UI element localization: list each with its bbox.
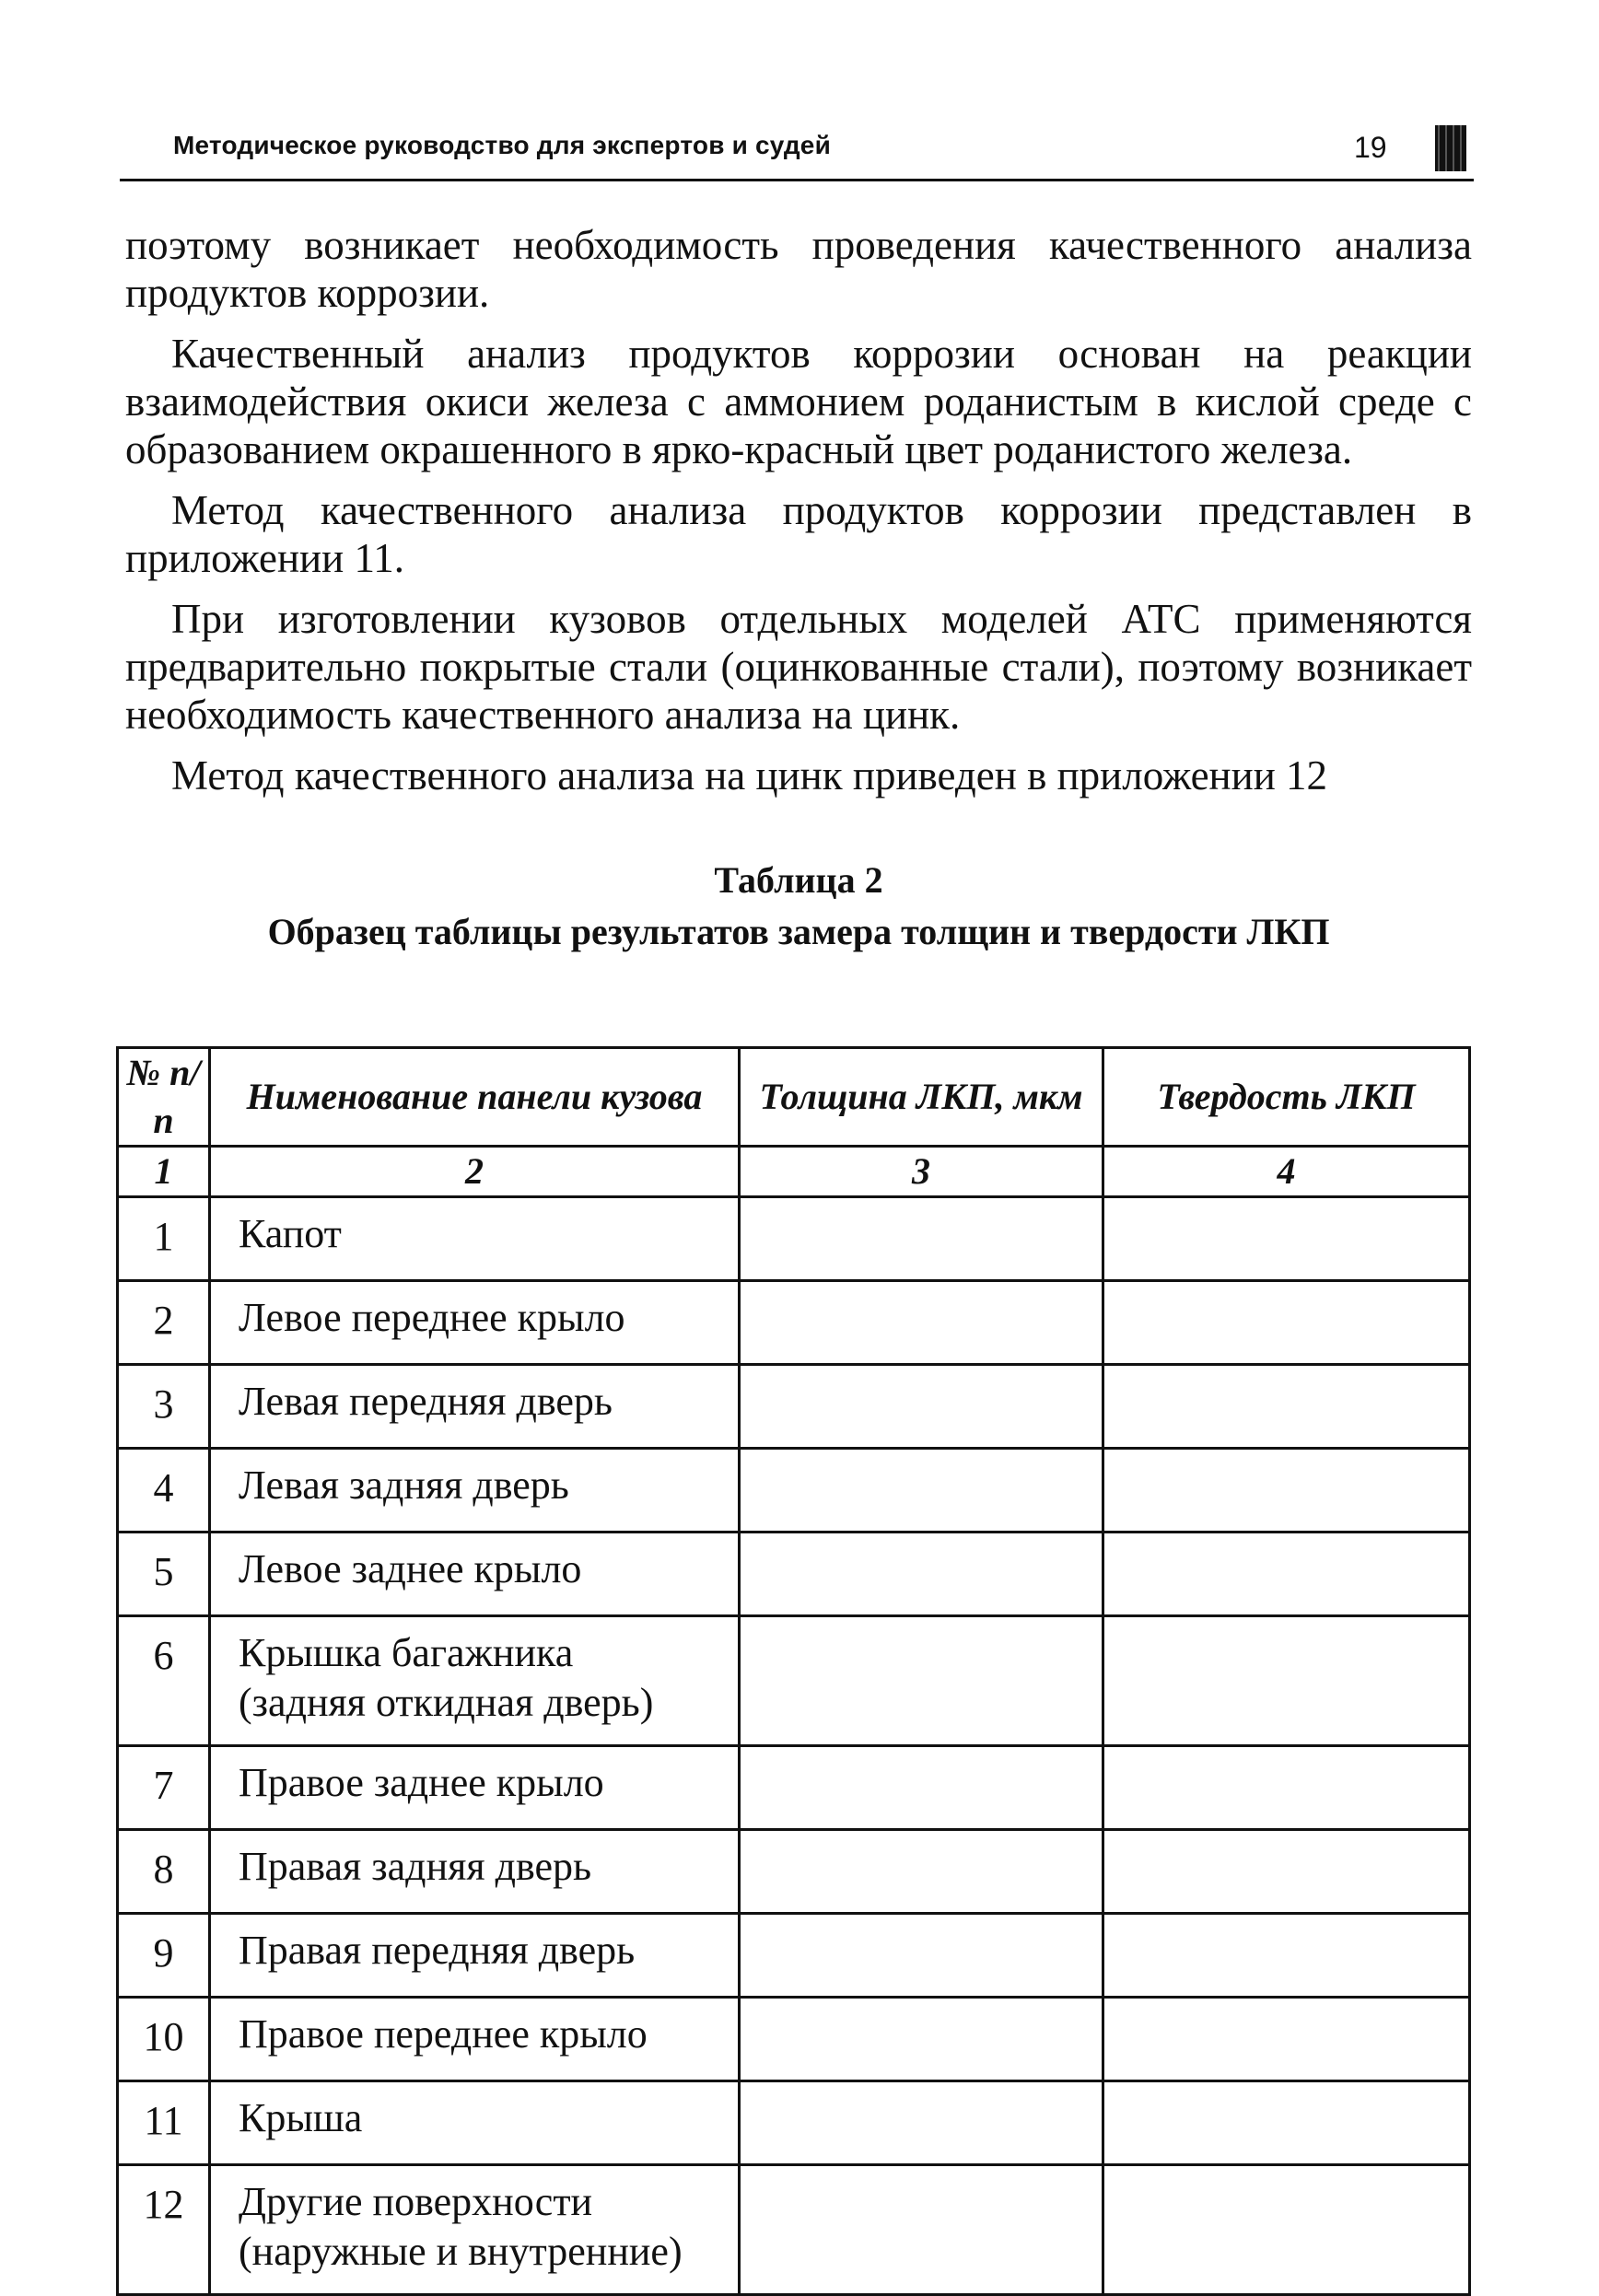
panel-name-line: Другие поверхности	[239, 2179, 593, 2224]
corner-mark-icon	[1435, 125, 1466, 171]
paragraph: При изготовлении кузовов отдельных моделей АТС применяются предварительно покрытые стали (оцинкованные стали), поэтому возникает необходимость качественного анализа на цинк.	[125, 596, 1472, 738]
row-number: 8	[118, 1830, 210, 1914]
hardness-cell	[1103, 1365, 1470, 1449]
panel-name-line: Крыша	[239, 2095, 363, 2140]
panel-name	[210, 1914, 740, 1998]
column-number: 4	[1103, 1147, 1470, 1197]
panel-name-line: Крышка багажника	[239, 1630, 574, 1675]
hardness-cell	[1103, 1914, 1470, 1998]
thickness-cell	[740, 1746, 1103, 1830]
table-row	[118, 1746, 1470, 1830]
panel-name	[210, 1616, 740, 1746]
thickness-cell	[740, 1281, 1103, 1365]
panel-name-line: Правая передняя дверь	[239, 1928, 636, 1973]
table-caption	[125, 855, 1472, 958]
thickness-cell	[740, 1998, 1103, 2081]
paragraph: поэтому возникает необходимость проведения качественного анализа продуктов коррозии.	[125, 222, 1472, 316]
panel-name-line-2: (наружные и внутренние)	[239, 2229, 683, 2274]
panel-name	[210, 1533, 740, 1616]
panel-name-line-2: (задняя откидная дверь)	[239, 1680, 654, 1725]
panel-name	[210, 1998, 740, 2081]
thickness-cell	[740, 1830, 1103, 1914]
paragraph: Качественный анализ продуктов коррозии основан на реакции взаимодействия окиси железа с аммонием роданистым в кислой среде с образованием окрашенного в ярко-красный цвет роданистого железа.	[125, 331, 1472, 472]
running-head	[120, 125, 1474, 181]
table-row	[118, 1616, 1470, 1746]
row-number: 3	[118, 1365, 210, 1449]
table-row	[118, 2081, 1470, 2165]
thickness-cell	[740, 1616, 1103, 1746]
header-hardness: Твердость ЛКП	[1103, 1048, 1470, 1147]
header-number: № п/п	[118, 1048, 210, 1147]
table-row	[118, 1281, 1470, 1365]
row-number: 5	[118, 1533, 210, 1616]
panel-name	[210, 1281, 740, 1365]
hardness-cell	[1103, 1449, 1470, 1533]
header-panel-name: Нименование панели кузова	[210, 1048, 740, 1147]
hardness-cell	[1103, 1197, 1470, 1281]
row-number: 1	[118, 1197, 210, 1281]
panel-name-line: Правая задняя дверь	[239, 1844, 592, 1889]
hardness-cell	[1103, 2165, 1470, 2295]
row-number: 4	[118, 1449, 210, 1533]
thickness-cell	[740, 1914, 1103, 1998]
panel-name	[210, 1365, 740, 1449]
panel-name	[210, 1449, 740, 1533]
hardness-cell	[1103, 2081, 1470, 2165]
row-number: 6	[118, 1616, 210, 1746]
column-number: 3	[740, 1147, 1103, 1197]
thickness-cell	[740, 1449, 1103, 1533]
table-header-row	[118, 1048, 1470, 1147]
running-head-title: Методическое руководство для экспертов и судей	[173, 131, 831, 159]
panel-name-line: Левое заднее крыло	[239, 1546, 582, 1591]
hardness-cell	[1103, 1998, 1470, 2081]
panel-name-line: Левое переднее крыло	[239, 1295, 625, 1340]
row-number: 2	[118, 1281, 210, 1365]
paragraph: Метод качественного анализа на цинк приведен в приложении 12	[171, 752, 1328, 798]
panel-name	[210, 2165, 740, 2295]
body-text	[125, 221, 1472, 812]
thickness-cell	[740, 1197, 1103, 1281]
hardness-cell	[1103, 1830, 1470, 1914]
table-row	[118, 1914, 1470, 1998]
row-number: 12	[118, 2165, 210, 2295]
table-row	[118, 1998, 1470, 2081]
hardness-cell	[1103, 1533, 1470, 1616]
panel-name	[210, 1746, 740, 1830]
paragraph: Метод качественного анализа продуктов коррозии представлен в приложении 11.	[125, 487, 1472, 581]
hardness-cell	[1103, 1616, 1470, 1746]
column-number-row	[118, 1147, 1470, 1197]
header-thickness: Толщина ЛКП, мкм	[740, 1048, 1103, 1147]
panel-name	[210, 1830, 740, 1914]
panel-name-line: Правое заднее крыло	[239, 1760, 604, 1805]
hardness-cell	[1103, 1746, 1470, 1830]
panel-name	[210, 1197, 740, 1281]
thickness-cell	[740, 2165, 1103, 2295]
row-number: 9	[118, 1914, 210, 1998]
row-number: 7	[118, 1746, 210, 1830]
panel-name-line: Левая задняя дверь	[239, 1463, 569, 1508]
row-number: 11	[118, 2081, 210, 2165]
panel-name-line: Капот	[239, 1211, 342, 1256]
column-number: 1	[118, 1147, 210, 1197]
table-row	[118, 1197, 1470, 1281]
table-label: Таблица 2	[714, 859, 883, 901]
table-row	[118, 1830, 1470, 1914]
thickness-cell	[740, 2081, 1103, 2165]
thickness-cell	[740, 1365, 1103, 1449]
table-row	[118, 2165, 1470, 2295]
table-row	[118, 1449, 1470, 1533]
hardness-cell	[1103, 1281, 1470, 1365]
table-title: Образец таблицы результатов замера толщин и твердости ЛКП	[267, 911, 1330, 952]
panel-name-line: Левая передняя дверь	[239, 1379, 613, 1424]
row-number: 10	[118, 1998, 210, 2081]
table-row	[118, 1533, 1470, 1616]
results-table	[116, 1046, 1471, 2296]
header-rule	[120, 179, 1474, 181]
page-number: 19	[1354, 131, 1387, 164]
thickness-cell	[740, 1533, 1103, 1616]
panel-name	[210, 2081, 740, 2165]
column-number: 2	[210, 1147, 740, 1197]
table-row	[118, 1365, 1470, 1449]
panel-name-line: Правое переднее крыло	[239, 2011, 648, 2057]
